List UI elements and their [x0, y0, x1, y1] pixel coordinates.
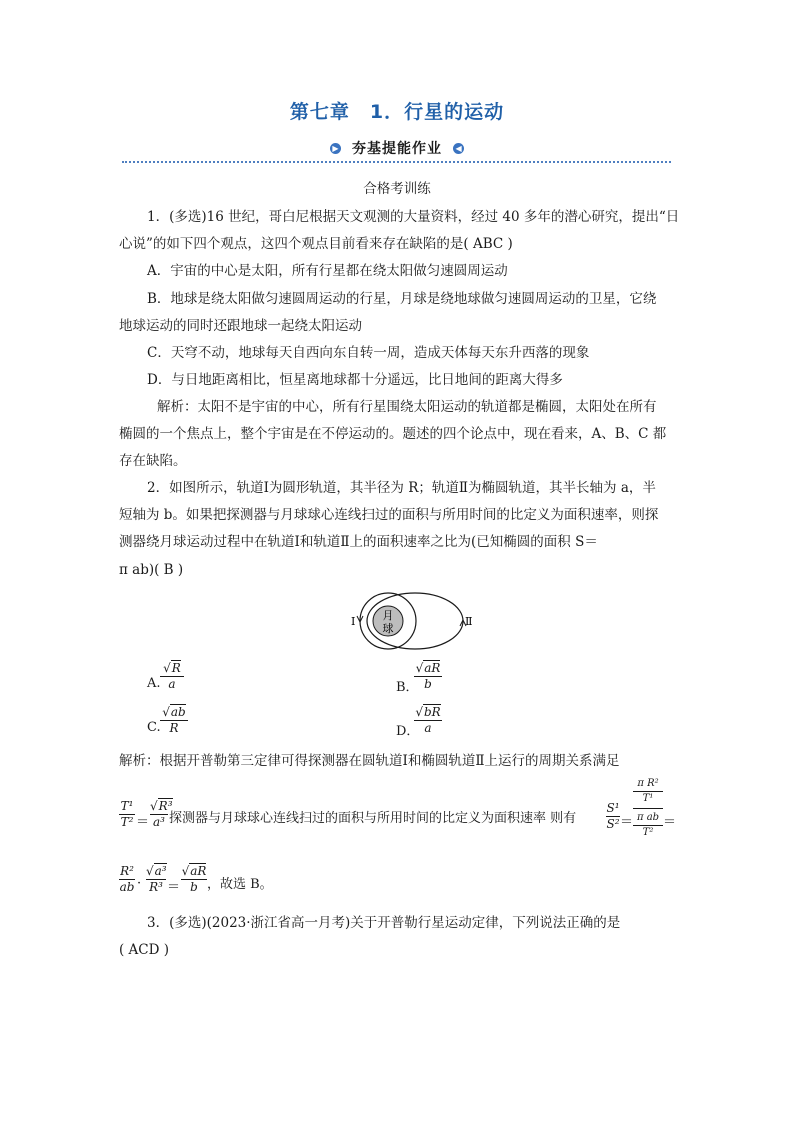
q1-analysis-line2: 椭圆的一个焦点上，整个宇宙是在不停运动的。题述的四个论点中，现在看来，A、B、C 都: [119, 426, 667, 442]
eq2-equals-1: ＝: [620, 815, 634, 830]
q3-stem-line1: 3．(多选)(2023·浙江省高一月考)关于开普勒行星运动定律，下列说法正确的是: [147, 915, 621, 931]
orbit-diagram: [340, 588, 480, 654]
eq3-a-den: ab: [119, 880, 135, 894]
eq2-num-bottom: T¹: [642, 793, 654, 804]
left-arrow-icon: ◀: [453, 143, 464, 154]
q2-stem-line3: 测器绕月球运动过程中在轨道Ⅰ和轨道Ⅱ上的面积速率之比为(已知椭圆的面积 S＝: [119, 534, 598, 550]
eq3-a-num: R²: [120, 864, 134, 878]
banner-divider: [122, 161, 671, 163]
right-arrow-icon: ▶: [330, 143, 341, 154]
q2-option-b-label: B．: [396, 680, 419, 695]
eq2-left-fraction: [606, 802, 620, 831]
q2-stem-line4: π ab)( B ): [119, 562, 184, 578]
page-title: 第七章 1．行星的运动: [289, 101, 505, 123]
eq3-c-fraction: √aR b: [181, 864, 207, 894]
q2-analysis-line3: ，故选 B。: [207, 877, 273, 892]
q1-option-b-line2: 地球运动的同时还跟地球一起绕太阳运动: [119, 318, 362, 334]
q2-option-c-label: C.: [147, 720, 161, 735]
q2-option-d-fraction: √bR a: [415, 705, 441, 735]
q2-option-b-den: b: [424, 677, 432, 691]
q2-option-b-num: aR: [424, 661, 441, 675]
moon-label-1: 月: [382, 609, 394, 622]
q2-option-c-num: ab: [170, 705, 186, 719]
q1-option-c: C．天穹不动，地球每天自西向东自转一周，造成天体每天东升西落的现象: [147, 345, 590, 361]
eq1-right-fraction: √R³ a³: [150, 799, 173, 829]
orbit-i-label: Ⅰ: [351, 615, 356, 628]
q2-option-d-num: bR: [423, 705, 441, 719]
q1-option-a: A．宇宙的中心是太阳，所有行星都在绕太阳做匀速圆周运动: [147, 263, 508, 279]
eq2-den-top: π ab: [636, 812, 660, 823]
q2-option-d-den: a: [424, 721, 432, 735]
q3-stem-line2: ( ACD ): [119, 942, 170, 958]
eq2-left-num: S¹: [606, 801, 620, 815]
eq2-compound-fraction: [633, 778, 663, 839]
q2-option-a-den: a: [168, 677, 176, 691]
q2-analysis-line2: 探测器与月球球心连线扫过的面积与所用时间的比定义为面积速率 则有: [169, 811, 577, 826]
q1-stem-line2: 心说”的如下四个观点，这四个观点目前看来存在缺陷的是( ABC ): [119, 236, 513, 252]
q1-analysis-line1: 解析：太阳不是宇宙的中心，所有行星围绕太阳运动的轨道都是椭圆，太阳处在所有: [157, 399, 657, 415]
q1-analysis-line3: 存在缺陷。: [119, 453, 187, 469]
eq2-num-top: π R²: [637, 778, 659, 789]
section-heading: 合格考训练: [363, 181, 431, 197]
eq3-equals: ＝: [167, 880, 181, 895]
eq3-c-num: aR: [190, 864, 207, 878]
eq3-dot: ·: [137, 876, 142, 891]
q2-option-a-fraction: √R a: [160, 662, 184, 691]
q2-option-a-label: A.: [147, 676, 161, 691]
eq3-b-fraction: √a³ R³: [146, 864, 167, 894]
eq3-b-den: R³: [149, 880, 163, 894]
eq1-right-num: R³: [158, 799, 173, 813]
eq3-b-num: a³: [154, 864, 167, 878]
q2-stem-line1: 2．如图所示，轨道Ⅰ为圆形轨道，其半径为 R；轨道Ⅱ为椭圆轨道，其半长轴为 a，半: [147, 480, 656, 496]
q2-stem-line2: 短轴为 b。如果把探测器与月球球心连线扫过的面积与所用时间的比定义为面积速率，则探: [119, 507, 659, 523]
q2-option-d-label: D．: [396, 724, 420, 739]
eq1-left-den: T²: [120, 815, 134, 829]
q2-option-b-fraction: √aR b: [415, 661, 441, 691]
q2-option-c-fraction: √ab R: [160, 706, 188, 735]
eq3-c-den: b: [190, 880, 198, 894]
q1-option-d: D．与日地距离相比，恒星离地球都十分遥远，比日地间的距离大得多: [147, 372, 563, 388]
eq2-left-den: S²: [606, 817, 620, 831]
eq2-equals-2: ＝: [663, 815, 677, 830]
q2-analysis-line1: 解析：根据开普勒第三定律可得探测器在圆轨道Ⅰ和椭圆轨道Ⅱ上运行的周期关系满足: [119, 753, 620, 769]
eq1-left-num: T¹: [120, 799, 134, 813]
banner: [0, 138, 794, 158]
eq2-den-bottom: T²: [642, 827, 654, 838]
orbit-ii-label: Ⅱ: [465, 615, 473, 628]
eq1-left-fraction: [119, 800, 135, 829]
q2-option-a-num: R: [171, 661, 181, 675]
eq3-a-fraction: [119, 865, 135, 894]
eq1-equals: ＝: [136, 815, 150, 830]
banner-label: 夯基提能作业: [346, 138, 448, 158]
moon-label-2: 球: [382, 622, 394, 635]
q1-stem-line1: 1．(多选)16 世纪，哥白尼根据天文观测的大量资料，经过 40 多年的潜心研究，提出“日: [147, 209, 680, 225]
q1-option-b-line1: B．地球是绕太阳做匀速圆周运动的行星，月球是绕地球做匀速圆周运动的卫星，它绕: [147, 291, 657, 307]
eq1-right-den: a³: [153, 815, 165, 829]
q2-option-c-den: R: [169, 721, 179, 735]
